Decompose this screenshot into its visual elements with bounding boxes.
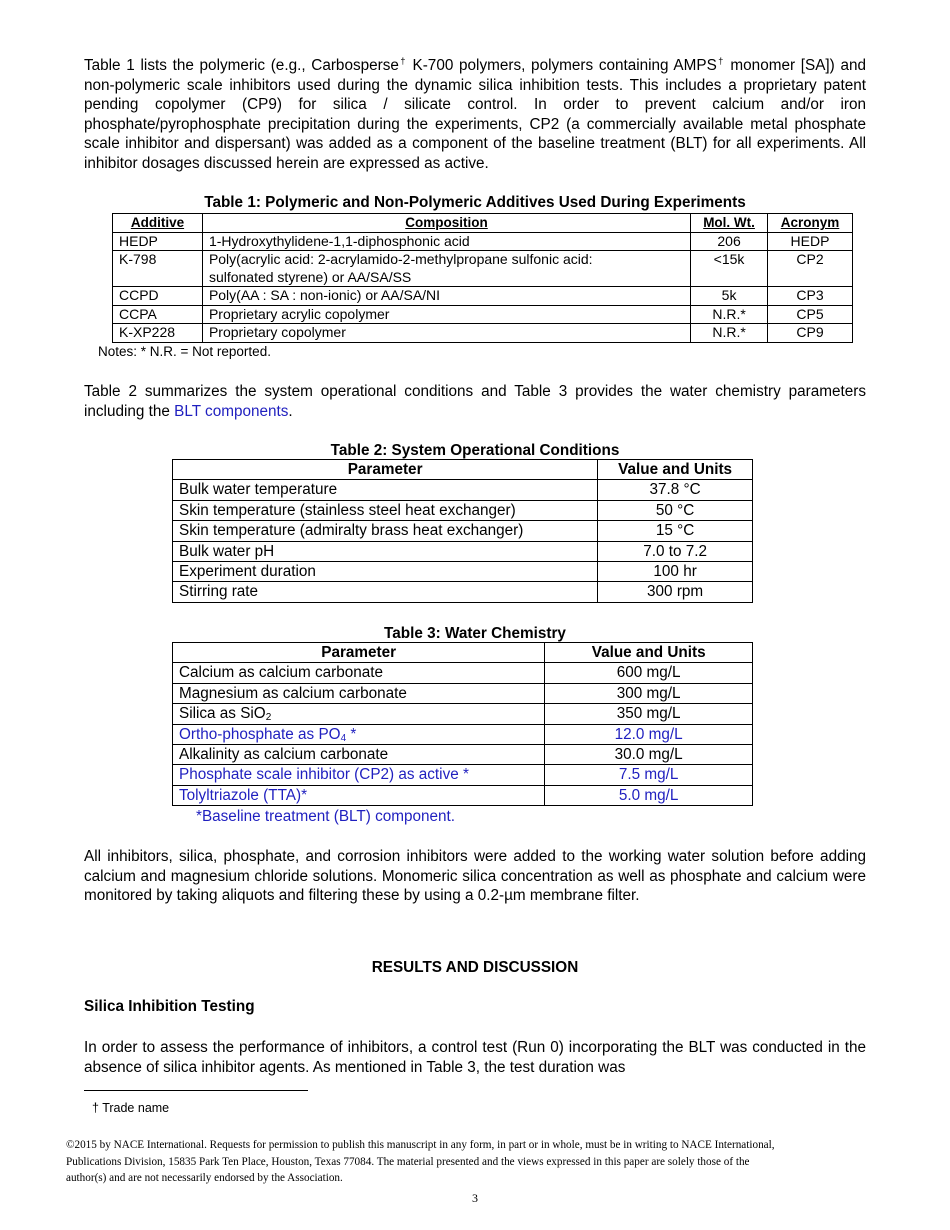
table-row: [113, 251, 853, 287]
table3-header: Value and Units: [545, 643, 753, 663]
table3-header-row: [173, 643, 753, 663]
table-row: [113, 324, 853, 343]
table-cell: Phosphate scale inhibitor (CP2) as active *: [173, 765, 545, 785]
table-cell: HEDP: [768, 232, 853, 251]
table-cell: Poly(AA : SA : non-ionic) or AA/SA/NI: [202, 287, 690, 306]
table-cell: Poly(acrylic acid: 2-acrylamido-2-methylpropane sulfonic acid: sulfonated styrene) or AA/SA/SS: [202, 251, 690, 287]
table-cell: 30.0 mg/L: [545, 745, 753, 765]
table-cell: CP3: [768, 287, 853, 306]
table2-caption: Table 2: System Operational Conditions: [330, 442, 620, 459]
table-cell: Bulk water temperature: [173, 480, 598, 500]
table-cell: K-798: [113, 251, 203, 287]
table-row: [173, 521, 753, 541]
table3-caption: Table 3: Water Chemistry: [384, 625, 566, 642]
table-cell: N.R.*: [691, 324, 768, 343]
table-row: [173, 500, 753, 520]
table2-header: Value and Units: [598, 460, 753, 480]
table2-header: Parameter: [173, 460, 598, 480]
table-row: [173, 704, 753, 724]
table-cell: 300 mg/L: [545, 683, 753, 703]
blt-components-link[interactable]: BLT components: [174, 402, 289, 420]
table2: [172, 459, 753, 603]
table-cell: 50 °C: [598, 500, 753, 520]
table-row: [173, 480, 753, 500]
table-cell: 7.0 to 7.2: [598, 541, 753, 561]
table1-notes: Notes: * N.R. = Not reported.: [98, 344, 271, 359]
table-cell: Silica as SiO$_2$: [173, 704, 545, 724]
table-row: [173, 745, 753, 765]
table-row: [113, 305, 853, 324]
table-cell: 37.8 °C: [598, 480, 753, 500]
table3-header: Parameter: [173, 643, 545, 663]
table-row: [113, 232, 853, 251]
footnote: † Trade name: [92, 1101, 170, 1115]
table3-note: *Baseline treatment (BLT) component.: [196, 808, 456, 825]
table1-reference: Table 1: [84, 57, 135, 74]
table-row: [173, 562, 753, 582]
footnote-divider: [84, 1090, 308, 1091]
table-cell: 600 mg/L: [545, 663, 753, 683]
table-cell: Stirring rate: [173, 582, 598, 602]
table-cell: 5.0 mg/L: [545, 785, 753, 805]
table-cell: Magnesium as calcium carbonate: [173, 683, 545, 703]
table-cell: CCPD: [113, 287, 203, 306]
copyright-notice: ©2015 by NACE International. Requests for permission to publish this manuscript in any form, in part or in whole, must be in writing to NACE International, Publications Division, 15835 Park Ten Place, Houston, Texas 77084. The material presented and the views expressed in this paper are solely those of the author(s) and are not necessarily endorsed by the Association.: [66, 1139, 775, 1184]
paragraph-2: Table 2 summarizes the system operational conditions and Table 3 provides the water chemistry parameters including the BLT components.: [84, 383, 866, 420]
table-cell: 7.5 mg/L: [545, 765, 753, 785]
paragraph-3: All inhibitors, silica, phosphate, and corrosion inhibitors were added to the working water solution before adding calcium and magnesium chloride solutions. Monomeric silica concentration as well as phosphate and calcium were monitored by taking aliquots and filtering these by using a 0.2-µm membrane filter.: [84, 848, 866, 905]
table-row: [173, 582, 753, 602]
table-cell: Calcium as calcium carbonate: [173, 663, 545, 683]
table-cell: 15 °C: [598, 521, 753, 541]
table-cell: Skin temperature (stainless steel heat exchanger): [173, 500, 598, 520]
table-cell: Skin temperature (admiralty brass heat exchanger): [173, 521, 598, 541]
table1-header: Composition: [202, 214, 690, 233]
table-cell: 300 rpm: [598, 582, 753, 602]
table-cell: 1-Hydroxythylidene-1,1-diphosphonic acid: [202, 232, 690, 251]
table1: [112, 213, 853, 343]
table-cell: HEDP: [113, 232, 203, 251]
table-row: [173, 663, 753, 683]
table1-caption: Table 1: Polymeric and Non-Polymeric Additives Used During Experiments: [204, 194, 746, 211]
table-cell: 206: [691, 232, 768, 251]
table-cell: N.R.*: [691, 305, 768, 324]
table-cell: Bulk water pH: [173, 541, 598, 561]
table-row: [173, 541, 753, 561]
table-row: [113, 287, 853, 306]
table2-header-row: [173, 460, 753, 480]
table-cell: Alkalinity as calcium carbonate: [173, 745, 545, 765]
table-row: [173, 765, 753, 785]
table-cell: Proprietary copolymer: [202, 324, 690, 343]
table-cell: Tolyltriazole (TTA)*: [173, 785, 545, 805]
table-cell: CCPA: [113, 305, 203, 324]
table-cell: 350 mg/L: [545, 704, 753, 724]
table1-header: Additive: [113, 214, 203, 233]
subheading: Silica Inhibition Testing: [84, 998, 255, 1015]
table-cell: 100 hr: [598, 562, 753, 582]
table-cell: 12.0 mg/L: [545, 724, 753, 744]
section-heading: RESULTS AND DISCUSSION: [371, 959, 579, 976]
table-cell: <15k: [691, 251, 768, 287]
table-row: [173, 785, 753, 805]
table-cell: K-XP228: [113, 324, 203, 343]
intro-paragraph: Table 1 lists the polymeric (e.g., Carbosperse† K-700 polymers, polymers containing AMPS† monomer [SA]) and non-polymeric scale inhibitors used during the dynamic silica inhibition tests. This includes a proprietary patent pending copolymer (CP9) for silica / silicate control. In order to prevent calcium and/or iron phosphate/pyrophosphate precipitation during the experiments, CP2 (a commercially available metal phosphate scale inhibitor and dispersant) was added as a component of the baseline treatment (BLT) for all experiments. All inhibitor dosages discussed herein are expressed as active.: [84, 56, 866, 172]
table-cell: Proprietary acrylic copolymer: [202, 305, 690, 324]
table-row: [173, 724, 753, 744]
table1-header: Mol. Wt.: [691, 214, 768, 233]
table-cell: Ortho-phosphate as $PO_4$ *: [173, 724, 545, 744]
table-cell: Experiment duration: [173, 562, 598, 582]
table1-header-row: [113, 214, 853, 233]
page-number: 3: [472, 1191, 478, 1205]
table3: [172, 642, 753, 806]
table1-header: Acronym: [768, 214, 853, 233]
table-cell: 5k: [691, 287, 768, 306]
paragraph-4: In order to assess the performance of inhibitors, a control test (Run 0) incorporating the BLT was conducted in the absence of silica inhibitor agents. As mentioned in Table 3, the test duration was: [84, 1039, 866, 1076]
table-cell: CP2: [768, 251, 853, 287]
table-cell: CP5: [768, 305, 853, 324]
table-row: [173, 683, 753, 703]
table-cell: CP9: [768, 324, 853, 343]
